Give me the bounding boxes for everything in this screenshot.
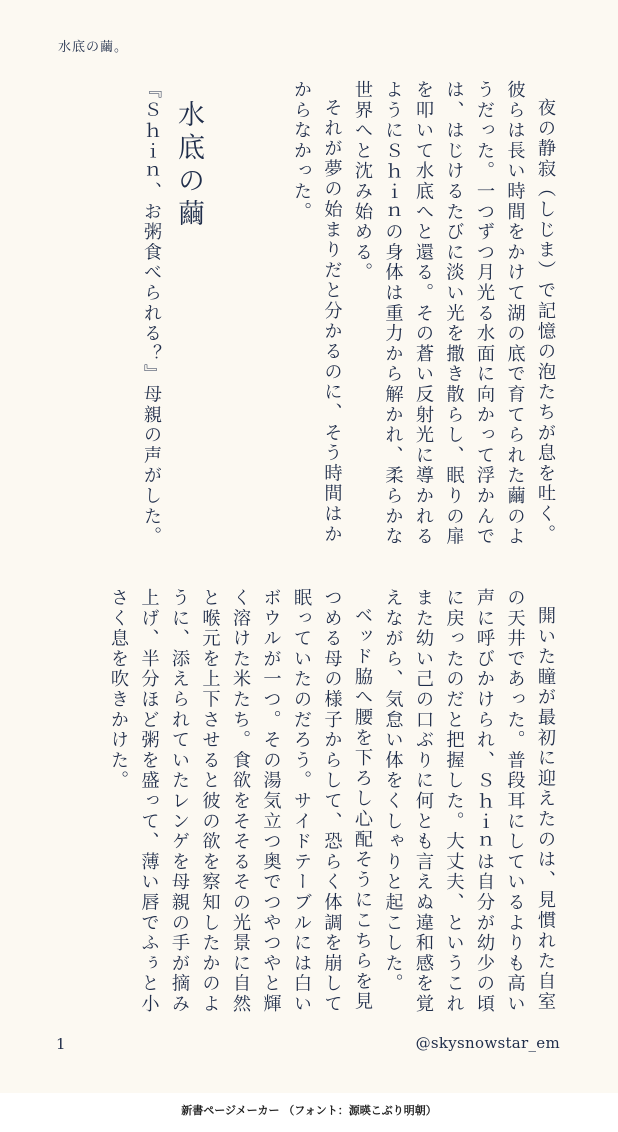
generator-caption: 新書ページメーカー （フォント：源暎こぶり明朝） bbox=[181, 1104, 437, 1117]
author-handle: @skysnowstar_em bbox=[415, 1034, 560, 1052]
story-title: 水底の繭 bbox=[173, 100, 204, 232]
top-text-block bbox=[270, 80, 560, 550]
paragraph: それが夢の始まりだと分かるのに、そう時間はかからなかった。 bbox=[291, 80, 343, 545]
dialogue-block bbox=[56, 80, 166, 550]
paragraph: 夜の静寂（しじま）で記憶の泡たちが息を吐く。彼らは長い時間をかけて湖の底で育てられた繭のようだった。一つずつ月光る水面に向かって浮かんでは、はじけるたびに淡い光を撒き散らし、眠りの扉を叩いて水底へと還る。その蒼い反射光に導かれるようにＳｈｉｎの身体は重力から解かれ、柔らかな世界へと沈み始める。 bbox=[352, 80, 556, 547]
page-header-title: 水底の繭。 bbox=[58, 40, 129, 55]
dialogue-line: 『Ｓｈｉｎ、お粥食べられる？』母親の声がした。 bbox=[141, 80, 162, 547]
bottom-text-block bbox=[80, 588, 560, 1018]
paragraph: 開いた瞳が最初に迎えたのは、見慣れた自室の天井であった。普段耳にしているよりも高い声に呼びかけられ、Ｓｈｉｎは自分が幼少の頃に戻ったのだと把握した。大丈夫、というこれまた幼い己の口ぶりに何とも言えぬ違和感を覚えながら、気怠い体をくしゃりと起こした。 bbox=[382, 588, 556, 1015]
page-number: 1 bbox=[56, 1035, 66, 1053]
paragraph: ベッド脇へ腰を下ろし心配そうにこちらを見つめる母の様子からして、恐らく体調を崩して眠っていたのだろう。サイドテーブルには白いボウルが一つ。その湯気立つ奥でつやつやと輝く溶けた米たち。食欲をそそるその光景に自然と喉元を上下させると彼の欲を察知したかのように、添えられていたレンゲを母親の手が摘み上げ、半分ほど粥を盛って、薄い唇でふぅと小さく息を吹きかけた。 bbox=[108, 588, 373, 1015]
